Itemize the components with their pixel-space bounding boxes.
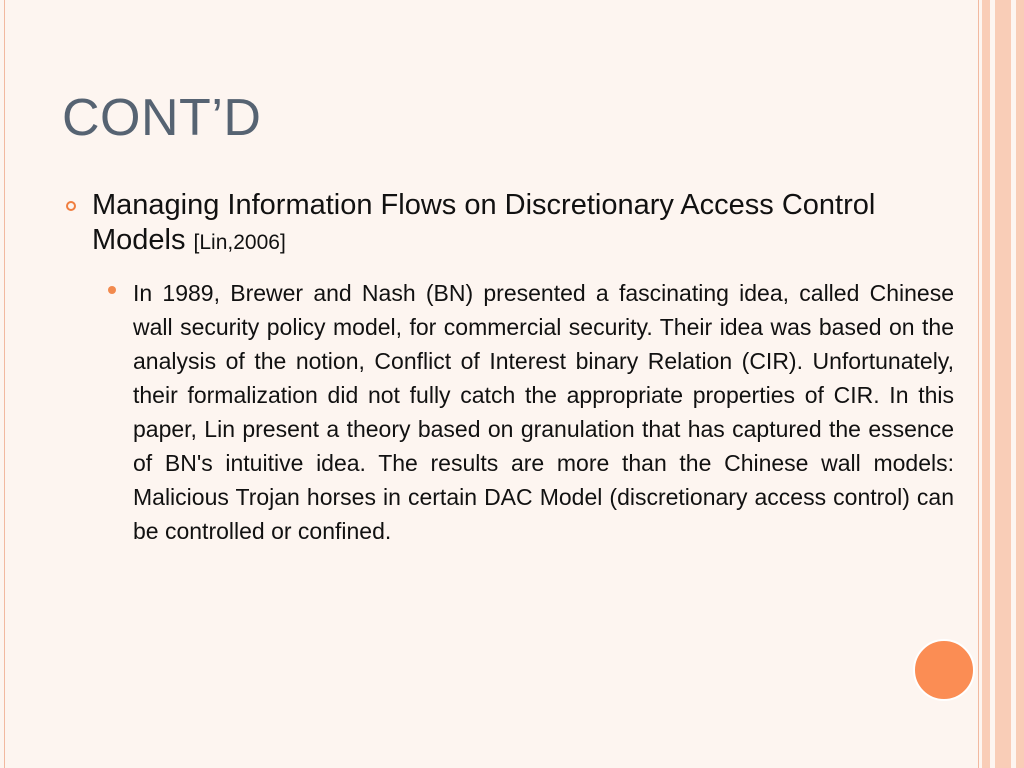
filled-circle-bullet-icon xyxy=(108,286,116,294)
slide-title: CONT’D xyxy=(62,89,262,147)
decorative-stripe xyxy=(982,0,990,768)
citation-reference: [Lin,2006] xyxy=(193,231,286,254)
bullet-level-1-text xyxy=(92,188,902,260)
decorative-circle-icon xyxy=(913,639,975,701)
decorative-stripe xyxy=(1016,0,1024,768)
decorative-stripe xyxy=(995,0,1011,768)
hollow-circle-bullet-icon xyxy=(66,201,76,211)
bullet-heading: Managing Information Flows on Discretionary Access Control Models xyxy=(92,189,876,256)
bullet-level-2-text: In 1989, Brewer and Nash (BN) presented a fascinating idea, called Chinese wall security policy model, for commercial security. Their idea was based on the analysis of the notion, Conflict of Interest binary Relation (CIR). Unfortunately, their formalization did not fully catch the appropriate properties of CIR. In this paper, Lin present a theory based on granulation that has captured the essence of BN's intuitive idea. The results are more than the Chinese wall models: Malicious Trojan horses in certain DAC Model (discretionary access control) can be controlled or confined. xyxy=(133,280,954,544)
